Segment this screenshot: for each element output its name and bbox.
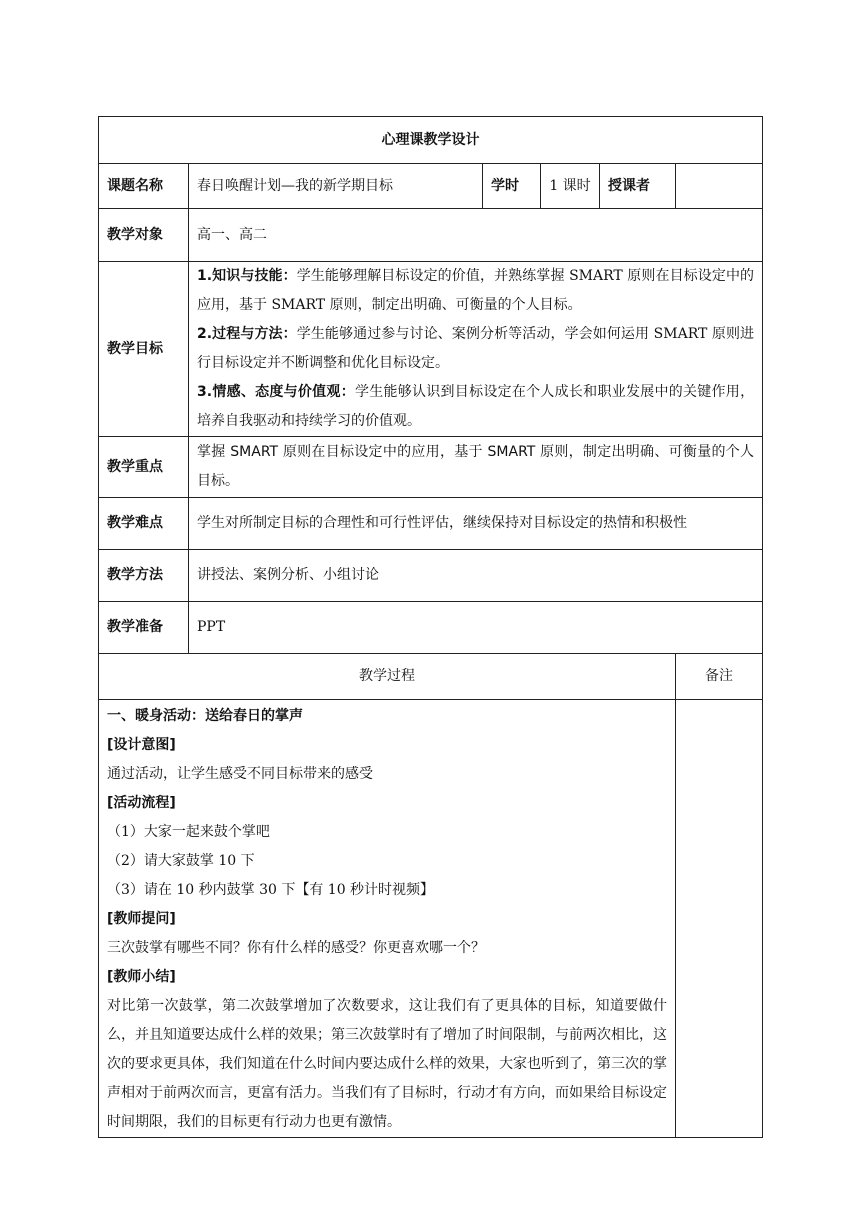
notes-header: 备注 xyxy=(676,654,763,700)
method-label: 教学方法 xyxy=(99,550,189,602)
section-title: 一、暖身活动：送给春日的掌声 xyxy=(107,708,303,724)
key-point-text: 掌握 SMART 原则在目标设定中的应用，基于 SMART 原则，制定出明确、可衡量的个人目标。 xyxy=(197,444,755,489)
goals-cell xyxy=(189,262,763,437)
method-value: 讲授法、案例分析、小组讨论 xyxy=(189,550,763,602)
goal-text: 学生能够认识到目标设定在个人成长和职业发展中的关键作用，培养自我驱动和持续学习的价值观。 xyxy=(197,384,755,429)
goal-item xyxy=(197,262,754,320)
prep-label: 教学准备 xyxy=(99,602,189,654)
teacher-summary-text: 对比第一次鼓掌，第二次鼓掌增加了次数要求，这让我们有了更具体的目标，知道要做什么，并且知道要达成什么样的效果；第三次鼓掌时有了增加了时间限制，与前两次相比，这次的要求更具体，我们知道在什么时间内要达成什么样的效果，大家也听到了，第三次的掌声相对于前两次而言，更富有活力。当我们有了目标时，行动才有方向，而如果给目标设定时间期限，我们的目标更有行动力也更有激情。 xyxy=(107,998,667,1130)
goal-text: 学生能够理解目标设定的价值，并熟练掌握 SMART 原则在目标设定中的应用，基于 SMART 原则，制定出明确、可衡量的个人目标。 xyxy=(197,268,755,313)
design-intent-text: 通过活动，让学生感受不同目标带来的感受 xyxy=(107,766,373,782)
audience-label: 教学对象 xyxy=(99,209,189,262)
goal-text: 学生能够通过参与讨论、案例分析等活动，学会如何运用 SMART 原则进行目标设定并不断调整和优化目标设定。 xyxy=(197,326,755,371)
hours-label: 学时 xyxy=(483,164,541,209)
key-point-value xyxy=(189,437,763,498)
prep-value: PPT xyxy=(189,602,763,654)
activity-flow-label: [活动流程] xyxy=(107,795,176,811)
process-header: 教学过程 xyxy=(99,654,676,700)
goal-item xyxy=(197,320,754,378)
difficulty-label: 教学难点 xyxy=(99,498,189,550)
teacher-value xyxy=(676,164,763,209)
goal-item xyxy=(197,378,754,436)
course-name-value: 春日唤醒计划—我的新学期目标 xyxy=(189,164,483,209)
audience-value: 高一、高二 xyxy=(189,209,763,262)
course-name-label: 课题名称 xyxy=(99,164,189,209)
flow-step: （2）请大家鼓掌 10 下 xyxy=(107,853,255,869)
notes-cell xyxy=(676,700,763,1138)
flow-step: （3）请在 10 秒内鼓掌 30 下【有 10 秒计时视频】 xyxy=(107,882,435,898)
goals-label: 教学目标 xyxy=(99,262,189,437)
flow-step: （1）大家一起来鼓个掌吧 xyxy=(107,824,270,840)
hours-value: 1 课时 xyxy=(541,164,600,209)
goal-heading: 1.知识与技能： xyxy=(197,268,297,284)
teacher-label: 授课者 xyxy=(600,164,676,209)
design-intent-label: [设计意图] xyxy=(107,737,176,753)
goal-heading: 2.过程与方法： xyxy=(197,326,297,342)
goal-heading: 3.情感、态度与价值观： xyxy=(197,384,355,400)
document-title: 心理课教学设计 xyxy=(99,117,763,164)
teacher-question-text: 三次鼓掌有哪些不同？你有什么样的感受？你更喜欢哪一个？ xyxy=(107,940,485,956)
teacher-question-label: [教师提问] xyxy=(107,911,176,927)
key-point-label: 教学重点 xyxy=(99,437,189,498)
teacher-summary-label: [教师小结] xyxy=(107,969,176,985)
difficulty-value: 学生对所制定目标的合理性和可行性评估，继续保持对目标设定的热情和积极性 xyxy=(189,498,763,550)
lesson-plan-table xyxy=(98,116,763,1138)
process-content xyxy=(99,700,676,1138)
